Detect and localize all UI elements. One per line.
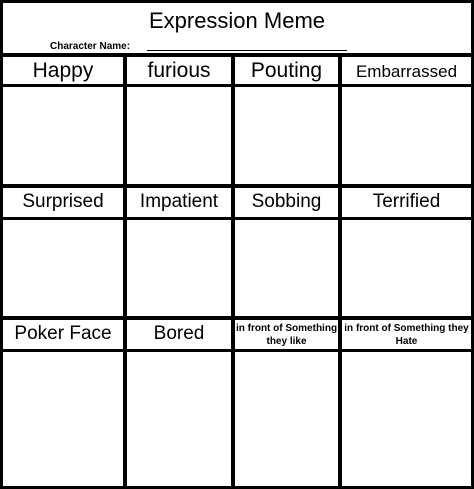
label-surprised: Surprised: [22, 191, 104, 212]
label-box-pouting: [235, 57, 338, 84]
label-box-hated-thing: [342, 320, 471, 349]
label-box-bored: [127, 320, 231, 349]
panel-hated-thing: [342, 352, 471, 486]
panel-poker-face: [3, 352, 123, 486]
character-name-line: [147, 50, 347, 51]
label-box-terrified: [342, 188, 471, 217]
panel-happy: [3, 87, 123, 184]
label-in-front-of-hated: in front of Something they Hate: [344, 323, 469, 347]
panel-impatient: [127, 220, 231, 316]
label-sobbing: Sobbing: [251, 191, 322, 212]
label-furious: furious: [147, 59, 211, 82]
label-happy: Happy: [32, 59, 94, 82]
label-in-front-of-liked: in front of Something they like: [235, 323, 338, 347]
label-pouting: Pouting: [250, 59, 323, 82]
label-embarrassed: Embarrassed: [355, 62, 458, 81]
label-box-embarrassed: [342, 57, 471, 84]
panel-liked-thing: [235, 352, 338, 486]
label-poker-face: Poker Face: [14, 323, 112, 344]
panel-furious: [127, 87, 231, 184]
panel-embarrassed: [342, 87, 471, 184]
label-box-poker-face: [3, 320, 123, 349]
label-terrified: Terrified: [372, 191, 441, 212]
header-box: [3, 3, 471, 53]
label-bored: Bored: [153, 323, 205, 344]
label-box-surprised: [3, 188, 123, 217]
panel-terrified: [342, 220, 471, 316]
label-box-happy: [3, 57, 123, 84]
panel-pouting: [235, 87, 338, 184]
page-title: Expression Meme: [148, 8, 326, 33]
panel-surprised: [3, 220, 123, 316]
label-box-impatient: [127, 188, 231, 217]
character-name-label: Character Name:: [50, 41, 131, 52]
label-impatient: Impatient: [139, 191, 219, 212]
label-box-furious: [127, 57, 231, 84]
label-box-sobbing: [235, 188, 338, 217]
panel-bored: [127, 352, 231, 486]
label-box-liked-thing: [235, 320, 338, 349]
panel-sobbing: [235, 220, 338, 316]
